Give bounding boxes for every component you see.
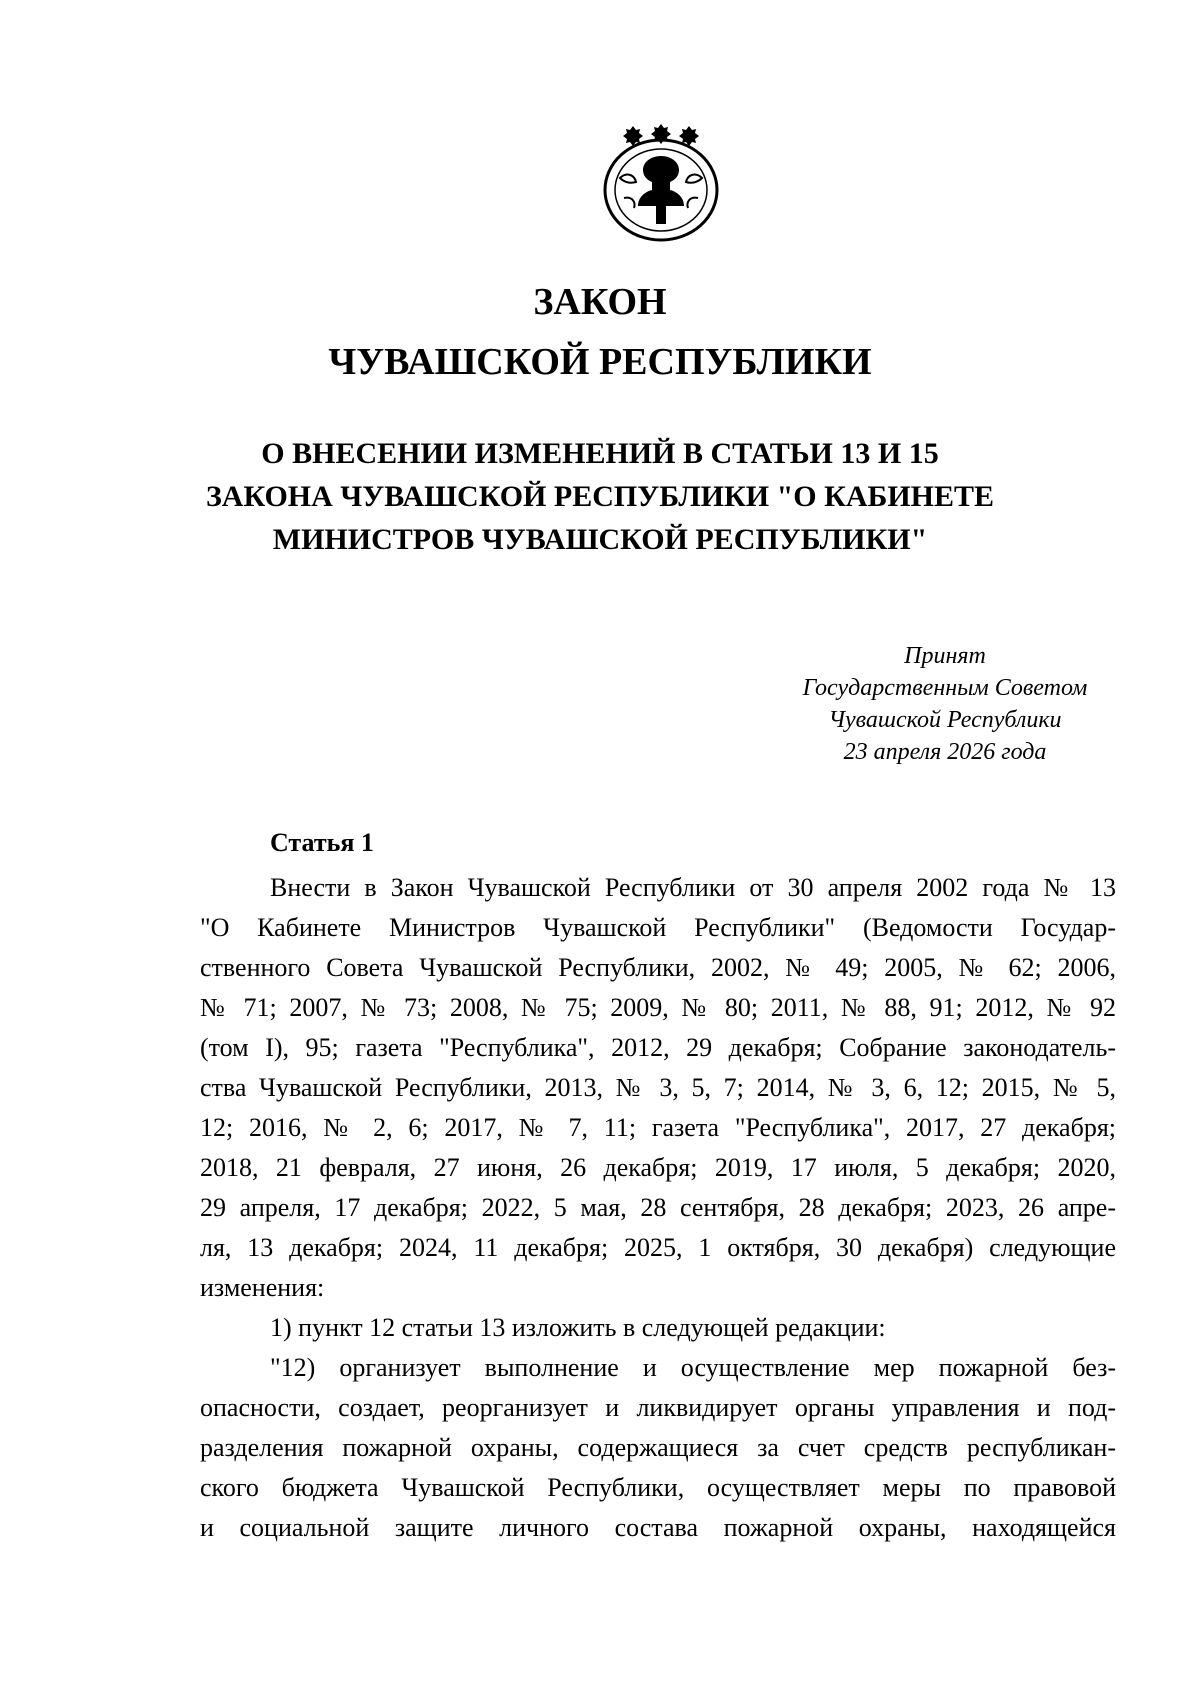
text-line: опасности, создает, реорганизует и ликвидирует органы управления и под- — [200, 1393, 1116, 1422]
adoption-date: 23 апреля 2026 года — [843, 739, 1047, 765]
text-line: изменения: — [200, 1273, 325, 1302]
text-line: 1) пункт 12 статьи 13 изложить в следующей редакции: — [270, 1313, 886, 1342]
article-quote — [200, 1348, 1116, 1548]
text-line: № 71; 2007, № 73; 2008, № 75; 2009, № 80; 2011, № 88, 91; 2012, № 92 — [200, 993, 1116, 1022]
text-line: 29 апреля, 17 декабря; 2022, 5 мая, 28 сентября, 28 декабря; 2023, 26 апре- — [200, 1193, 1116, 1222]
text-line: 2018, 21 февраля, 27 июня, 26 декабря; 2019, 17 июля, 5 декабря; 2020, — [200, 1153, 1116, 1182]
article-intro — [200, 868, 1116, 1308]
text-line: 12; 2016, № 2, 6; 2017, № 7, 11; газета "Республика", 2017, 27 декабря; — [200, 1113, 1116, 1142]
text-line: и социальной защите личного состава пожарной охраны, находящейся — [200, 1513, 1116, 1542]
text-line: "12) организует выполнение и осуществление мер пожарной без- — [270, 1353, 1116, 1382]
text-line: Внести в Закон Чувашской Республики от 30 апреля 2002 года № 13 — [270, 873, 1116, 902]
text-line: ственного Совета Чувашской Республики, 2002, № 49; 2005, № 62; 2006, — [200, 953, 1116, 982]
coat-of-arms-icon — [598, 118, 724, 244]
adoption-line: Чувашской Республики — [828, 707, 1062, 733]
law-subtitle — [150, 432, 1050, 561]
text-line: ского бюджета Чувашской Республики, осуществляет меры по правовой — [200, 1473, 1116, 1502]
text-line: ства Чувашской Республики, 2013, № 3, 5, 7; 2014, № 3, 6, 12; 2015, № 5, — [200, 1073, 1116, 1102]
adoption-note — [760, 640, 1130, 768]
subtitle-line: МИНИСТРОВ ЧУВАШСКОЙ РЕСПУБЛИКИ" — [272, 523, 928, 556]
subtitle-line: О ВНЕСЕНИИ ИЗМЕНЕНИЙ В СТАТЬИ 13 И 15 — [261, 437, 939, 470]
adoption-line: Принят — [904, 643, 986, 669]
text-line: ля, 13 декабря; 2024, 11 декабря; 2025, 1 октября, 30 декабря) следующие — [200, 1233, 1116, 1262]
article-item-1 — [200, 1308, 1116, 1348]
article-heading: Статья 1 — [270, 828, 374, 857]
law-title: ЗАКОН — [533, 281, 667, 323]
subtitle-line: ЗАКОНА ЧУВАШСКОЙ РЕСПУБЛИКИ "О КАБИНЕТЕ — [205, 480, 995, 513]
text-line: (том I), 95; газета "Республика", 2012, 29 декабря; Собрание законодатель- — [200, 1033, 1116, 1062]
article-body — [200, 868, 1116, 1548]
adoption-line: Государственным Советом — [802, 675, 1088, 701]
law-republic: ЧУВАШСКОЙ РЕСПУБЛИКИ — [328, 341, 872, 383]
text-line: "О Кабинете Министров Чувашской Республики" (Ведомости Государ- — [200, 913, 1116, 942]
text-line: разделения пожарной охраны, содержащиеся за счет средств республикан- — [200, 1433, 1116, 1462]
